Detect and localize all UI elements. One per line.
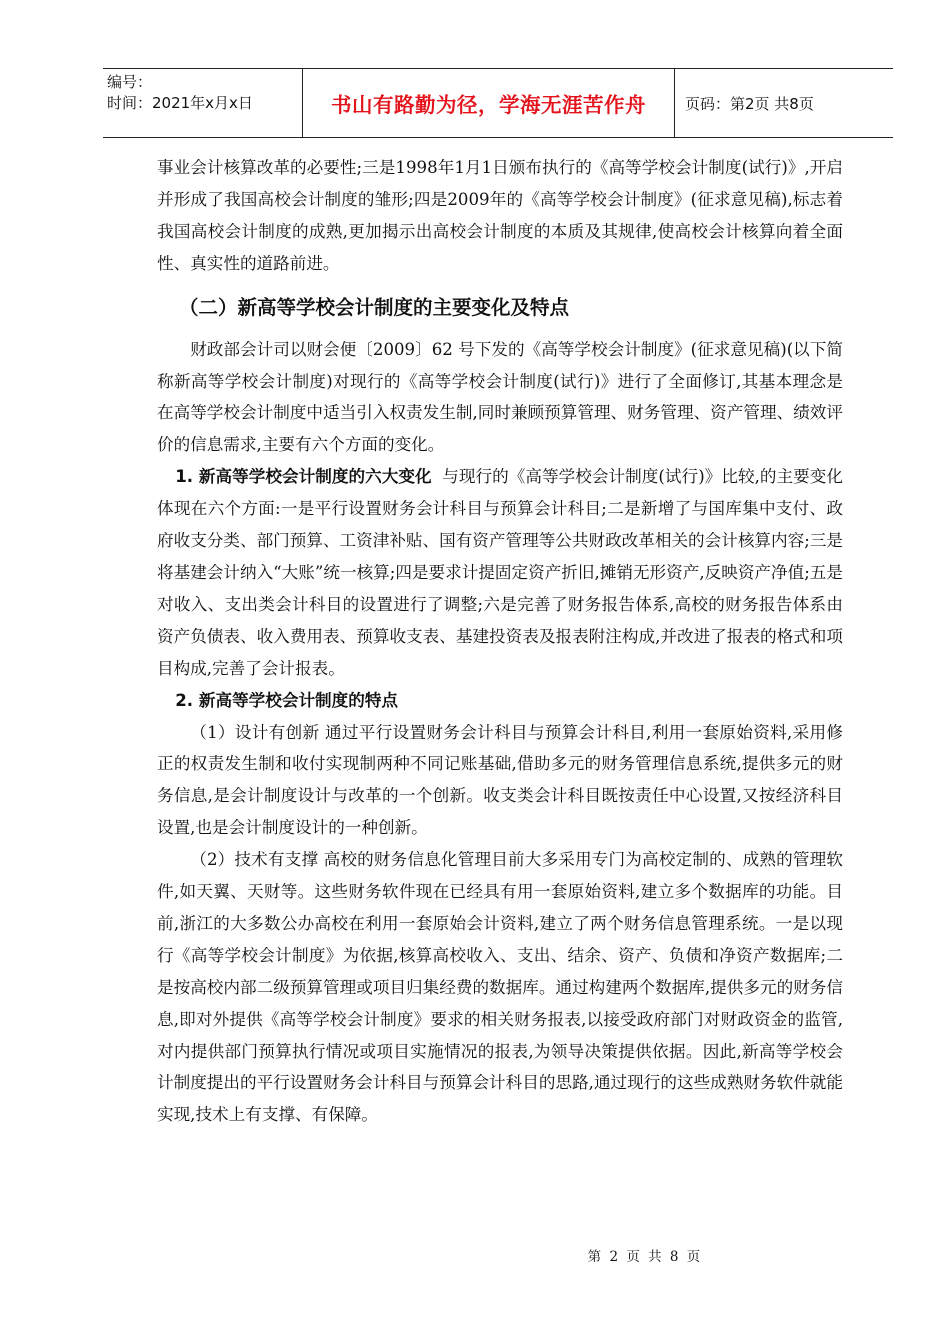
header-motto: 书山有路勤为径，学海无涯苦作舟 (303, 69, 675, 137)
header-meta (103, 69, 303, 137)
paragraph: （1）设计有创新 通过平行设置财务会计科目与预算会计科目,利用一套原始资料,采用修正的权责发生制和收付实现制两种不同记账基础,借助多元的财务管理信息系统,提供多元的财务信息,是会计制度设计与改革的一个创新。收支类会计科目既按责任中心设置,又按经济科目设置,也是会计制度设计的一种创新。 (157, 722, 843, 838)
paragraph-text: 与现行的《高等学校会计制度(试行)》比较,的主要变化体现在六个方面:一是平行设置财务会计科目与预算会计科目;二是新增了与国库集中支付、政府收支分类、部门预算、工资津补贴、国有资产管理等公共财政改革相关的会计核算内容;三是将基建会计纳入“大账”统一核算;四是要求计提固定资产折旧,摊销无形资产,反映资产净值;五是对收入、支出类会计科目的设置进行了调整;六是完善了财务报告体系,高校的财务报告体系由资产负债表、收入费用表、预算收支表、基建投资表及报表附注构成,并改进了报表的格式和项目构成,完善了会计报表。 (157, 467, 843, 678)
page-header (103, 68, 893, 138)
subheading: 2. 新高等学校会计制度的特点 (175, 690, 399, 710)
subheading: 1. 新高等学校会计制度的六大变化 (175, 467, 432, 487)
paragraph: 财政部会计司以财会便〔2009〕62 号下发的《高等学校会计制度》(征求意见稿)(以下简称新高等学校会计制度)对现行的《高等学校会计制度(试行)》进行了全面修订,其基本理念是在高等学校会计制度中适当引入权责发生制,同时兼顾预算管理、财务管理、资产管理、绩效评价的信息需求,主要有六个方面的变化。 (157, 339, 843, 455)
document-body (157, 152, 843, 1131)
header-page-info: 页码：第2页 共8页 (685, 94, 814, 113)
paragraph: 事业会计核算改革的必要性;三是1998年1月1日颁布执行的《高等学校会计制度(试行)》,开启并形成了我国高校会计制度的雏形;四是2009年的《高等学校会计制度》(征求意见稿),标志着我国高校会计制度的成熟,更加揭示出高校会计制度的本质及其规律,使高校会计核算向着全面性、真实性的道路前进。 (157, 158, 843, 273)
document-number: 编号： (107, 73, 153, 91)
paragraph (157, 461, 843, 684)
document-time: 时间：2021年x月x日 (107, 94, 253, 112)
paragraph: （2）技术有支撑 高校的财务信息化管理目前大多采用专门为高校定制的、成熟的管理软件,如天翼、天财等。这些财务软件现在已经具有用一套原始资料,建立多个数据库的功能。目前,浙江的大多数公办高校在利用一套原始会计资料,建立了两个财务信息管理系统。一是以现行《高等学校会计制度》为依据,核算高校收入、支出、结余、资产、负债和净资产数据库;二是按高校内部二级预算管理或项目归集经费的数据库。通过构建两个数据库,提供多元的财务信息,即对外提供《高等学校会计制度》要求的相关财务报表,以接受政府部门对财政资金的监管,对内提供部门预算执行情况或项目实施情况的报表,为领导决策提供依据。因此,新高等学校会计制度提出的平行设置财务会计科目与预算会计科目的思路,通过现行的这些成熟财务软件就能实现,技术上有支撑、有保障。 (157, 850, 843, 1125)
page-footer: 第 2 页 共 8 页 (587, 1249, 703, 1265)
section-heading: （二）新高等学校会计制度的主要变化及特点 (179, 295, 570, 319)
